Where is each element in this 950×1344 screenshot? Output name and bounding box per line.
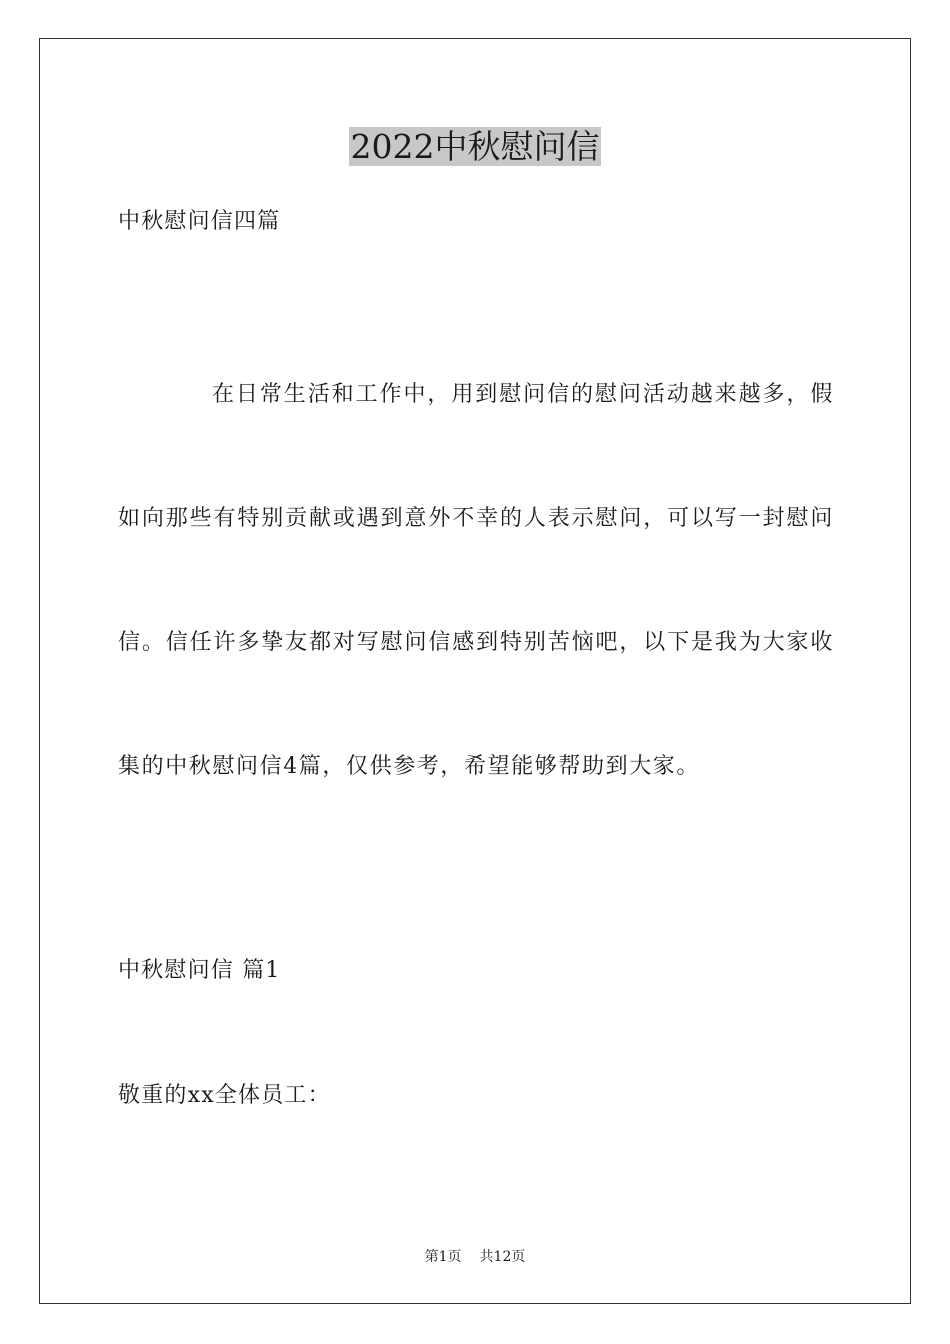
document-title (0, 124, 950, 170)
page-total: 共12页 (479, 1249, 526, 1265)
document-subtitle: 中秋慰问信四篇 (118, 209, 281, 234)
page-number: 第1页 (424, 1249, 462, 1265)
section-heading: 中秋慰问信 篇1 (118, 958, 281, 983)
page-footer (0, 1247, 950, 1267)
intro-paragraph: 在日常生活和工作中，用到慰问信的慰问活动越来越多，假如向那些有特别贡献或遇到意外不幸的人表示慰问，可以写一封慰问信。信任许多挚友都对写慰问信感到特别苦恼吧，以下是我为大家收集的中秋慰问信4篇，仅供参考，希望能够帮助到大家。 (118, 382, 834, 779)
salutation: 敬重的xx全体员工： (118, 1083, 331, 1108)
document-title-text: 2022中秋慰问信 (350, 127, 600, 166)
